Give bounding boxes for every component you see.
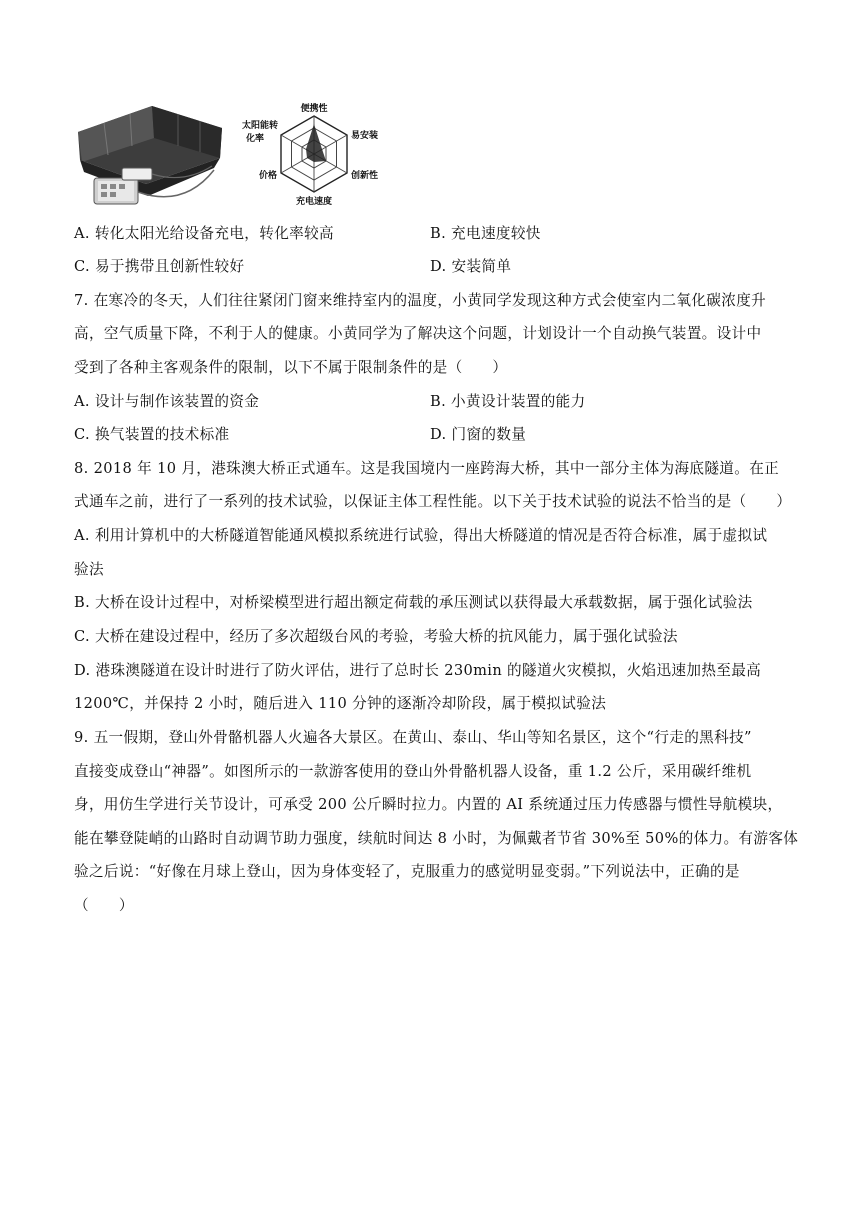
q9-stem-line: 能在攀登陡峭的山路时自动调节助力强度，续航时间达 8 小时，为佩戴者节省 30%至 50%的体力。有游客体 <box>74 830 799 847</box>
q8-stem-line: 8. 2018 年 10 月，港珠澳大桥正式通车。这是我国境内一座跨海大桥，其中一部分主体为海底隧道。在正 <box>74 460 780 477</box>
q7-option-b: B. 小黄设计装置的能力 <box>430 393 586 410</box>
q9-stem-line: 9. 五一假期，登山外骨骼机器人火遍各大景区。在黄山、泰山、华山等知名景区，这个“行走的黑科技” <box>74 729 752 746</box>
q6-option-b: B. 充电速度较快 <box>430 225 541 242</box>
q8-option-a: A. 利用计算机中的大桥隧道智能通风模拟系统进行试验，得出大桥隧道的情况是否符合标准，属于虚拟试 <box>74 527 768 544</box>
q8-option-a-cont: 验法 <box>74 561 104 578</box>
q6-option-c: C. 易于携带且创新性较好 <box>74 258 245 275</box>
q9-answer-bracket: （ ） <box>74 897 134 914</box>
q6-option-a: A. 转化太阳光给设备充电，转化率较高 <box>74 225 334 242</box>
q7-option-a: A. 设计与制作该装置的资金 <box>74 393 260 410</box>
radar-axis-label: 化率 <box>245 134 264 144</box>
solar-panel-image <box>78 106 222 204</box>
q7-option-d: D. 门窗的数量 <box>430 426 527 443</box>
q9-stem-line: 验之后说：“好像在月球上登山，因为身体变轻了，克服重力的感觉明显变弱。”下列说法中，正确的是 <box>74 863 740 880</box>
q9-stem-line: 直接变成登山“神器”。如图所示的一款游客使用的登山外骨骼机器人设备，重 1.2 公斤，采用碳纤维机 <box>74 763 752 780</box>
q7-stem-line: 高，空气质量下降，不利于人的健康。小黄同学为了解决这个问题，计划设计一个自动换气装置。设计中 <box>74 325 762 342</box>
q8-option-b: B. 大桥在设计过程中，对桥梁模型进行超出额定荷载的承压测试以获得最大承载数据，属于强化试验法 <box>74 594 753 611</box>
q8-option-d: D. 港珠澳隧道在设计时进行了防火评估，进行了总时长 230min 的隧道火灾模拟，火焰迅速加热至最高 <box>74 662 762 679</box>
radar-axis-label: 创新性 <box>351 171 379 181</box>
solar-charger-illustration <box>74 100 394 208</box>
solar-charger-figure <box>74 100 394 208</box>
q8-option-d-cont: 1200℃，并保持 2 小时，随后进入 110 分钟的逐渐冷却阶段，属于模拟试验法 <box>74 695 607 712</box>
radar-axis-label: 易安装 <box>351 131 379 141</box>
radar-axis-label: 充电速度 <box>295 197 333 207</box>
radar-axis-label: 价格 <box>258 171 277 181</box>
q8-option-c: C. 大桥在建设过程中，经历了多次超级台风的考验，考验大桥的抗风能力，属于强化试验法 <box>74 628 678 645</box>
q7-option-c: C. 换气装置的技术标准 <box>74 426 230 443</box>
radar-axis-label: 太阳能转 <box>241 121 278 131</box>
q9-stem-line: 身，用仿生学进行关节设计，可承受 200 公斤瞬时拉力。内置的 AI 系统通过压力传感器与惯性导航模块， <box>74 796 783 813</box>
radar-axis-label: 便携性 <box>300 104 328 114</box>
q7-stem-line: 受到了各种主客观条件的限制，以下不属于限制条件的是（ ） <box>74 359 508 376</box>
q8-stem-line: 式通车之前，进行了一系列的技术试验，以保证主体工程性能。以下关于技术试验的说法不恰当的是（ ） <box>74 493 792 510</box>
radar-chart <box>242 102 378 207</box>
q7-stem-line: 7. 在寒冷的冬天，人们往往紧闭门窗来维持室内的温度，小黄同学发现这种方式会使室内二氧化碳浓度升 <box>74 292 767 309</box>
q6-option-d: D. 安装简单 <box>430 258 512 275</box>
